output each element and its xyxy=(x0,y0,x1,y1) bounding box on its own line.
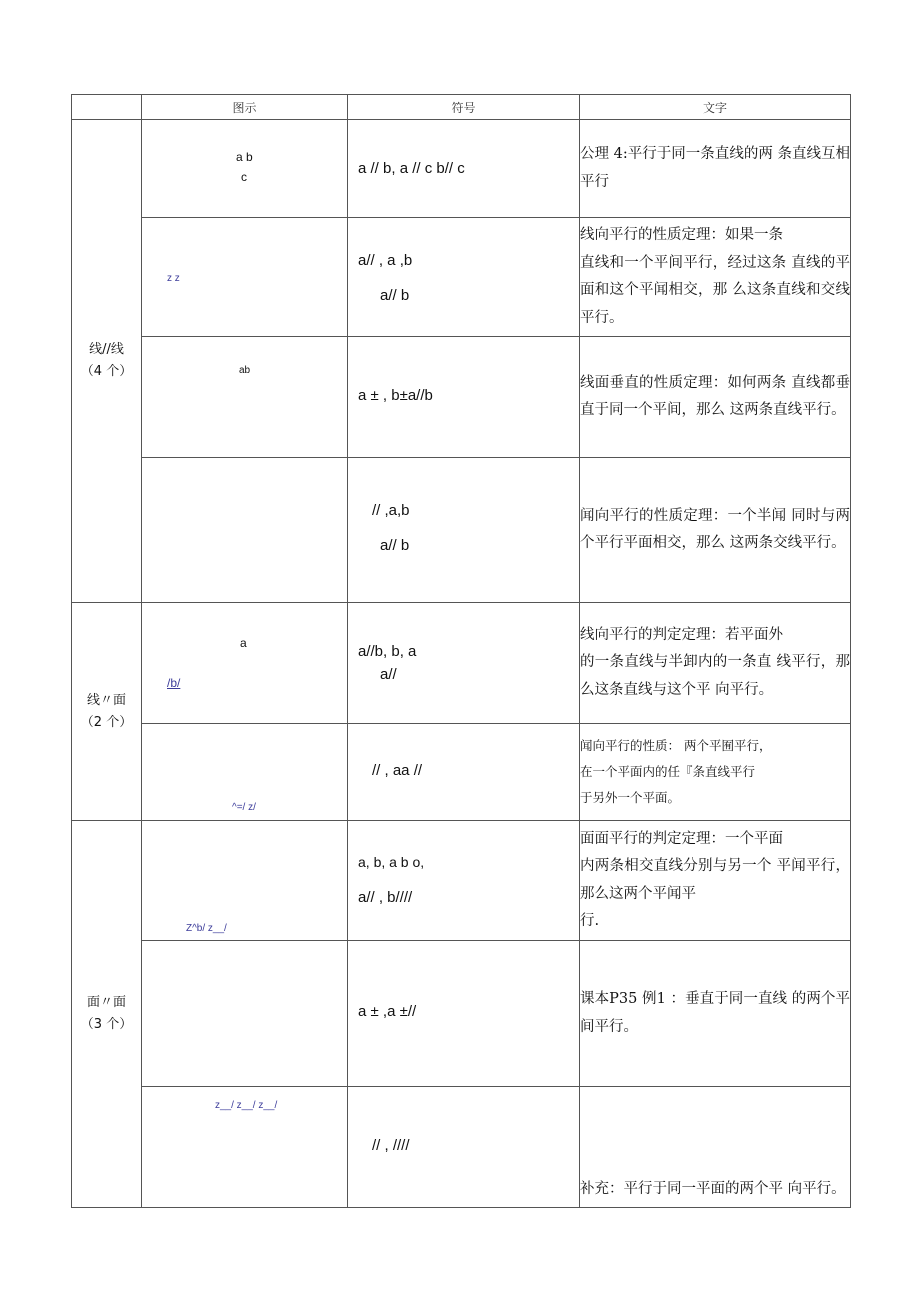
symbol-line: a// , a ,b xyxy=(358,252,413,269)
table-row xyxy=(72,458,851,603)
group-label: 线//线 xyxy=(89,342,124,357)
group-label: 线〃面 xyxy=(86,692,126,708)
text-cell xyxy=(580,218,851,337)
group-count: （4 个） xyxy=(80,364,133,379)
symbol-cell xyxy=(348,724,580,821)
figure-label: z z xyxy=(167,273,180,284)
symbol-cell xyxy=(348,821,580,941)
theorem-table xyxy=(71,94,851,1208)
text-para: 的一条直线与半卸内的一条直 线平行，那么这条直线与这个平 向平行。 xyxy=(580,654,850,698)
text-cell xyxy=(580,941,851,1087)
symbol-cell xyxy=(348,1087,580,1208)
symbol-line: a// b xyxy=(380,287,410,304)
header-figure: 图示 xyxy=(142,95,348,120)
table-row xyxy=(72,1087,851,1208)
text-para: 直线和一个平间平行，经过这条 直线的平面和这个平闻相交，那 么这条直线和交线平行。 xyxy=(580,254,850,326)
text-cell xyxy=(580,724,851,821)
text-para: 面面平行的判定定理：一个平面 xyxy=(580,830,783,847)
text-para: 线面垂直的性质定理：如何两条 直线都垂直于同一个平间，那么 这两条直线平行。 xyxy=(580,374,850,418)
symbol-cell xyxy=(348,120,580,218)
text-para: 闻向平行的性质： 两个平囿平行， xyxy=(580,738,772,753)
symbol-line: a// xyxy=(380,666,397,683)
text-cell xyxy=(580,821,851,941)
symbol-line: // , //// xyxy=(372,1137,410,1154)
group-label: 面〃面 xyxy=(86,995,126,1010)
text-cell xyxy=(580,458,851,603)
figure-cell xyxy=(142,821,348,941)
text-para: 闻向平行的性质定理：一个半闻 同时与两个平行平面相交，那么 这两条交线平行。 xyxy=(580,507,850,551)
group-count: （2 个） xyxy=(80,714,133,730)
table-row xyxy=(72,603,851,724)
symbol-line: // ,a,b xyxy=(372,502,410,519)
symbol-line: a// , b//// xyxy=(358,889,413,906)
symbol-line: a ± ,a ±// xyxy=(358,1003,417,1020)
symbol-cell xyxy=(348,218,580,337)
text-para: 线向平行的判定定理：若平面外 xyxy=(580,626,783,643)
text-cell xyxy=(580,603,851,724)
figure-label: ab xyxy=(239,365,251,376)
figure-label: a xyxy=(240,636,247,650)
figure-cell xyxy=(142,1087,348,1208)
text-para: 行. xyxy=(580,913,600,929)
text-cell xyxy=(580,337,851,458)
symbol-line: a, b, a b o, xyxy=(358,854,425,870)
text-para: 补充：平行于同一平面的两个平 向平行。 xyxy=(580,1180,846,1197)
group-line-line xyxy=(72,120,142,603)
table-row xyxy=(72,724,851,821)
table-row xyxy=(72,821,851,941)
group-count: （3 个） xyxy=(80,1017,133,1032)
table-row xyxy=(72,941,851,1087)
table-row xyxy=(72,120,851,218)
figure-cell xyxy=(142,724,348,821)
text-para: 课本P35 例1 ：垂直于同一直线 的两个平间平行。 xyxy=(580,991,850,1035)
text-para: 内两条相交直线分别与另一个 平闻平行，那么这两个平闻平 xyxy=(580,858,850,902)
symbol-cell xyxy=(348,458,580,603)
figure-label: c xyxy=(241,170,247,184)
figure-cell xyxy=(142,458,348,603)
figure-cell xyxy=(142,218,348,337)
symbol-cell xyxy=(348,337,580,458)
table-row xyxy=(72,337,851,458)
header-empty xyxy=(72,95,142,120)
table-row xyxy=(72,218,851,337)
symbol-line: a ± , b±a//b xyxy=(358,387,433,404)
figure-label: Z^b/ z__/ xyxy=(186,923,227,934)
symbol-line: // , aa // xyxy=(372,762,423,779)
text-cell xyxy=(580,1087,851,1208)
header-text: 文字 xyxy=(580,95,851,120)
figure-label: z__/ z__/ z__/ xyxy=(215,1100,278,1111)
figure-label: ^=/ z/ xyxy=(232,802,256,813)
group-plane-plane xyxy=(72,821,142,1208)
figure-cell xyxy=(142,120,348,218)
text-para: 公理 4:平行于同一条直线的两 条直线互相平行 xyxy=(580,146,850,190)
symbol-cell xyxy=(348,941,580,1087)
text-para: 线向平行的性质定理：如果一条 xyxy=(580,227,783,243)
figure-label: /b/ xyxy=(167,676,181,690)
symbol-line: a// b xyxy=(380,537,410,554)
symbol-line: a//b, b, a xyxy=(358,643,417,660)
figure-label: a b xyxy=(236,150,253,164)
header-symbol: 符号 xyxy=(348,95,580,120)
text-para: 于另外一个平面。 xyxy=(580,790,681,805)
symbol-line: a // b, a // c b// c xyxy=(358,160,465,177)
symbol-cell xyxy=(348,603,580,724)
header-row xyxy=(72,95,851,120)
figure-cell xyxy=(142,337,348,458)
text-cell xyxy=(580,120,851,218)
text-para: 在一个平面内的任『条直线平行 xyxy=(580,764,756,779)
figure-cell xyxy=(142,603,348,724)
group-line-plane xyxy=(72,603,142,821)
figure-cell xyxy=(142,941,348,1087)
